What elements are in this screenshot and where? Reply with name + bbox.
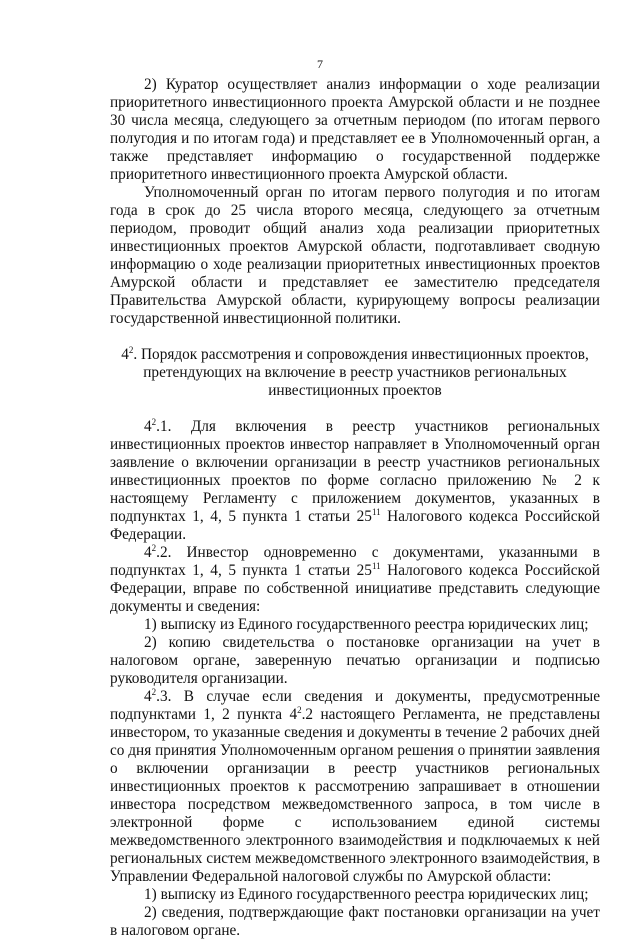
clause-number-base: 4 <box>144 418 152 435</box>
clause-number-sup: 2 <box>151 542 157 553</box>
list-item: 1) выписку из Единого государственного реестра юридических лиц; <box>144 886 589 903</box>
clause-number-sup: 2 <box>151 686 157 697</box>
article-sup: 11 <box>371 506 381 517</box>
section-number-base: 4 <box>121 346 129 363</box>
list-item: 2) копию свидетельства о постановке организации на учет в налоговом органе, заверенную печатью организации и подписью руководителя организации. <box>110 634 600 687</box>
clause-number-base: 4 <box>144 544 152 561</box>
page-number: 7 <box>317 57 323 71</box>
list-item: 1) выписку из Единого государственного реестра юридических лиц; <box>144 616 589 633</box>
paragraph-authorized-body: Уполномоченный орган по итогам первого полугодия и по итогам года в срок до 25 числа второго месяца, следующего за отчетным периодом, проводит общий анализ хода реализации приоритетных инвестиционных проектов Амурской области, подготавливает сводную информацию о ходе реализации приоритетных инвестиционных проектов Амурской области и представляет ее заместителю председателя Правительства Амурской области, курирующему вопросы реализации государственной инвестиционной политики. <box>110 184 600 327</box>
section-number-sup: 2 <box>128 344 134 355</box>
clause-text-end: Налогового кодекса Российской Федерации, вправе по собственной инициативе представить следующие документы и сведения: <box>110 562 600 615</box>
reference-sup: 2 <box>297 704 302 715</box>
paragraph-curator: 2) Куратор осуществляет анализ информации о ходе реализации приоритетного инвестиционного проекта Амурской области и не позднее 30 числа месяца, следующего за отчетным периодом (по итогам первого полугодия и по итогам года) и представляет ее в Уполномоченный орган, а также представляет информацию о государственной поддержке приоритетного инвестиционного проекта Амурской области. <box>110 76 600 183</box>
section-title-text: . Порядок рассмотрения и сопровождения инвестиционных проектов, претендующих на включение в реестр участников региональных инвестиционных проектов <box>133 346 589 399</box>
clause-number-rest: .3. <box>156 688 172 705</box>
clause-number-rest: .1. <box>156 418 172 435</box>
section-heading <box>110 346 600 400</box>
list-item: 2) сведения, подтверждающие факт постановки организации на учет в налоговом органе. <box>110 904 600 939</box>
clause-text: Для включения в реестр участников региональных инвестиционных проектов инвестор направляет в Уполномоченный орган заявление о включении организации в реестр участников региональных инвестиционных проектов по форме согласно приложению № 2 к настоящему Регламенту с приложением документов, указанных в подпунктах 1, 4, 5 пункта 1 статьи 25 <box>110 418 600 525</box>
article-sup: 11 <box>371 560 381 571</box>
clause-text: Инвестор одновременно с документами, указанными в подпунктах 1, 4, 5 пункта 1 статьи 25 <box>110 544 600 579</box>
clause-4-2-1 <box>110 418 600 544</box>
clause-text: В случае если сведения и документы, предусмотренные подпунктами 1, 2 пункта 4 <box>110 688 600 723</box>
clause-4-2-3 <box>110 688 600 886</box>
clause-text-end: Налогового кодекса Российской Федерации. <box>110 508 600 543</box>
document-body <box>110 76 600 940</box>
clause-text-end: .2 настоящего Регламента, не представлены инвестором, то указанные сведения и документы в течение 2 рабочих дней со дня принятия Уполномоченным органом решения о принятии заявления о включении организации в реестр участников региональных инвестиционных проектов к рассмотрению запрашивает в отношении инвестора посредством межведомственного запроса, в том числе в электронной форме с использованием единой системы межведомственного электронного взаимодействия и подключаемых к ней региональных систем межведомственного электронного взаимодействия, в Управлении Федеральной налоговой службы по Амурской области: <box>110 706 600 885</box>
clause-number-sup: 2 <box>151 416 157 427</box>
clause-number-rest: .2. <box>156 544 172 561</box>
clause-number-base: 4 <box>144 688 152 705</box>
clause-4-2-2 <box>110 544 600 616</box>
